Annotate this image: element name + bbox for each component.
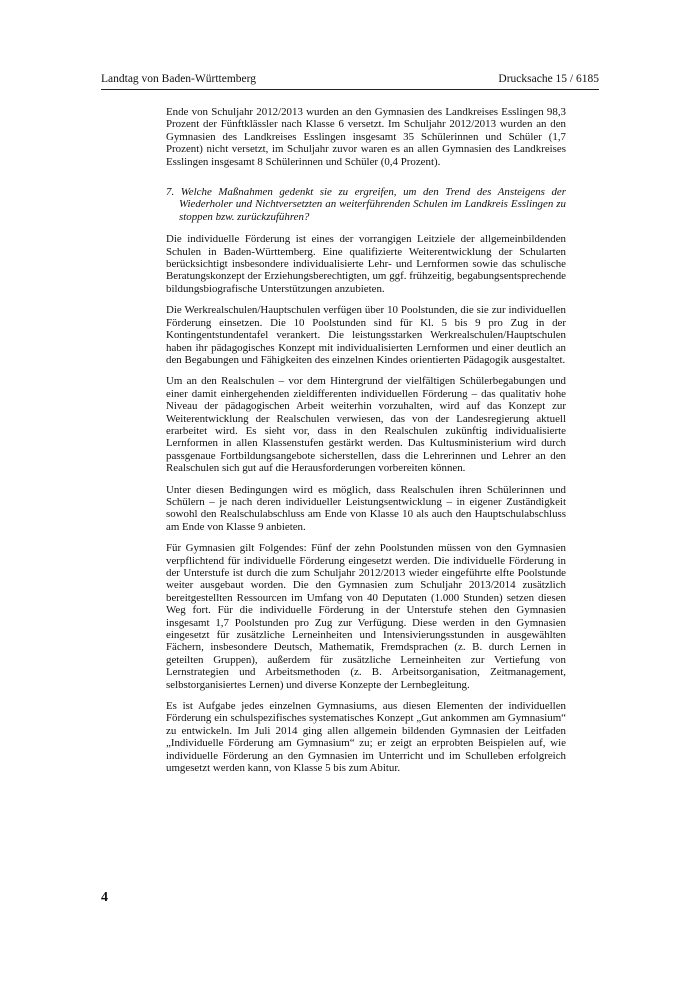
paragraph-individual-support: Die individuelle Förderung ist eines der vorrangigen Leitziele der allgemeinbildenden Schulen in Baden-Württemberg. Eine qualifizierte Weiterentwicklung der Schularten berücksichtigt insbesondere individualisierte Lehr- und Lernformen sowie das schulische Beratungskonzept der Erziehungsberechtigten, um ggf. frühzeitig, begabungsentsprechende bildungsbiografische Unterstützungen anzubieten.	[166, 233, 566, 295]
header-rule	[101, 89, 599, 90]
paragraph-gymnasien: Für Gymnasien gilt Folgendes: Fünf der zehn Poolstunden müssen von den Gymnasien verpflichtend für individuelle Förderung eingesetzt werden. Die individuelle Förderung in der Unterstufe ist durch die zum Schuljahr 2012/2013 wieder eingeführte elfte Poolstunde weiter ausgebaut worden. Die den Gymnasien zum Schuljahr 2013/2014 zusätzlich bereitgestellten Ressourcen im Umfang von 40 Deputaten (1.000 Stunden) setzen diesen Weg fort. Für die individuelle Förderung in der Unterstufe stehen den Gymnasien insgesamt 1,7 Poolstunden pro Zug zur Verfügung. Diese werden in den Gymnasien eingesetzt für zusätzliche Lerneinheiten und Intensivierungsstunden in ausgewählten Fächern, insbesondere Deutsch, Mathematik, Fremdsprachen (z. B. durch Lernen in geteilten Gruppen), außerdem für zusätzliche Lerneinheiten zur Vertiefung von Lernstrategien und Arbeitsmethoden (z. B. Arbeitsorganisation, Zeitmanagement, selbstorganisiertes Lernen) und diverse Konzepte der Lernbegleitung.	[166, 542, 566, 691]
paragraph-realschulen: Um an den Realschulen – vor dem Hintergrund der vielfältigen Schülerbegabungen und einer damit einhergehenden zieldifferenten individuellen Förderung – das qualitativ hohe Niveau der pädagogischen Arbeit weiterhin vorzuhalten, wird auf das Konzept zur Weiterentwicklung der Realschulen verwiesen, das von der Landesregierung aktuell erarbeitet wird. Es sieht vor, dass in den Realschulen zukünftig individualisierte Lernformen in allen Klassenstufen gestärkt werden. Das Kultusministerium wird durch passgenaue Fortbildungsangebote sicherstellen, dass die Lehrerinnen und Lehrer an den Realschulen sich gut auf die Herausforderungen vorbereiten können.	[166, 375, 566, 475]
header-document-number: Drucksache 15 / 6185	[498, 73, 599, 85]
running-header	[101, 72, 599, 86]
paragraph-werkrealschulen: Die Werkrealschulen/Hauptschulen verfügen über 10 Poolstunden, die sie zur individuellen Förderung einsetzen. Die 10 Poolstunden sind für Kl. 5 bis 9 pro Zug in der Kontingentstundentafel verankert. Die leistungsstarken Werkrealschulen/Hauptschulen haben ihr pädagogisches Konzept mit individualisierten Lernformen und einer deutlich an den Begabungen und Fähigkeiten des einzelnen Kindes orientierten Pädagogik ausgestaltet.	[166, 304, 566, 366]
question-7: 7. Welche Maßnahmen gedenkt sie zu ergreifen, um den Trend des Ansteigens der Wiederholer und Nichtversetzten an weiterführenden Schulen im Landkreis Esslingen zu stoppen bzw. zurückzuführen?	[166, 186, 566, 223]
paragraph-intro: Ende von Schuljahr 2012/2013 wurden an den Gymnasien des Landkreises Esslingen 98,3 Prozent der Fünftklässler nach Klasse 6 versetzt. Im Schuljahr 2012/2013 wurden an den Gymnasien des Landkreises Esslingen insgesamt 35 Schülerinnen und Schüler (1,7 Prozent) nicht versetzt, im Schuljahr zuvor waren es an allen Gymnasien des Landkreises Esslingen insgesamt 8 Schülerinnen und Schüler (0,4 Prozent).	[166, 106, 566, 168]
body-text	[166, 106, 566, 784]
header-parliament: Landtag von Baden-Württemberg	[101, 73, 256, 85]
page-number: 4	[101, 890, 108, 905]
paragraph-conditions: Unter diesen Bedingungen wird es möglich, dass Realschulen ihren Schülerinnen und Schülern – je nach deren individueller Leistungsentwicklung – in eigener Zuständigkeit sowohl den Realschulabschluss am Ende von Klasse 10 als auch den Hauptschulabschluss am Ende von Klasse 9 anbieten.	[166, 483, 566, 533]
paragraph-concept: Es ist Aufgabe jedes einzelnen Gymnasiums, aus diesen Elementen der individuellen Förderung ein schulspezifisches systematisches Konzept „Gut ankommen am Gymnasium“ zu entwickeln. Im Juli 2014 ging allen allgemein bildenden Gymnasien der Leitfaden „Individuelle Förderung am Gymnasium“ zu; er zeigt an erprobten Beispielen auf, wie individuelle Förderung an den Gymnasien im Unterricht und im Schulleben erfolgreich umgesetzt werden kann, von Klasse 5 bis zum Abitur.	[166, 700, 566, 775]
